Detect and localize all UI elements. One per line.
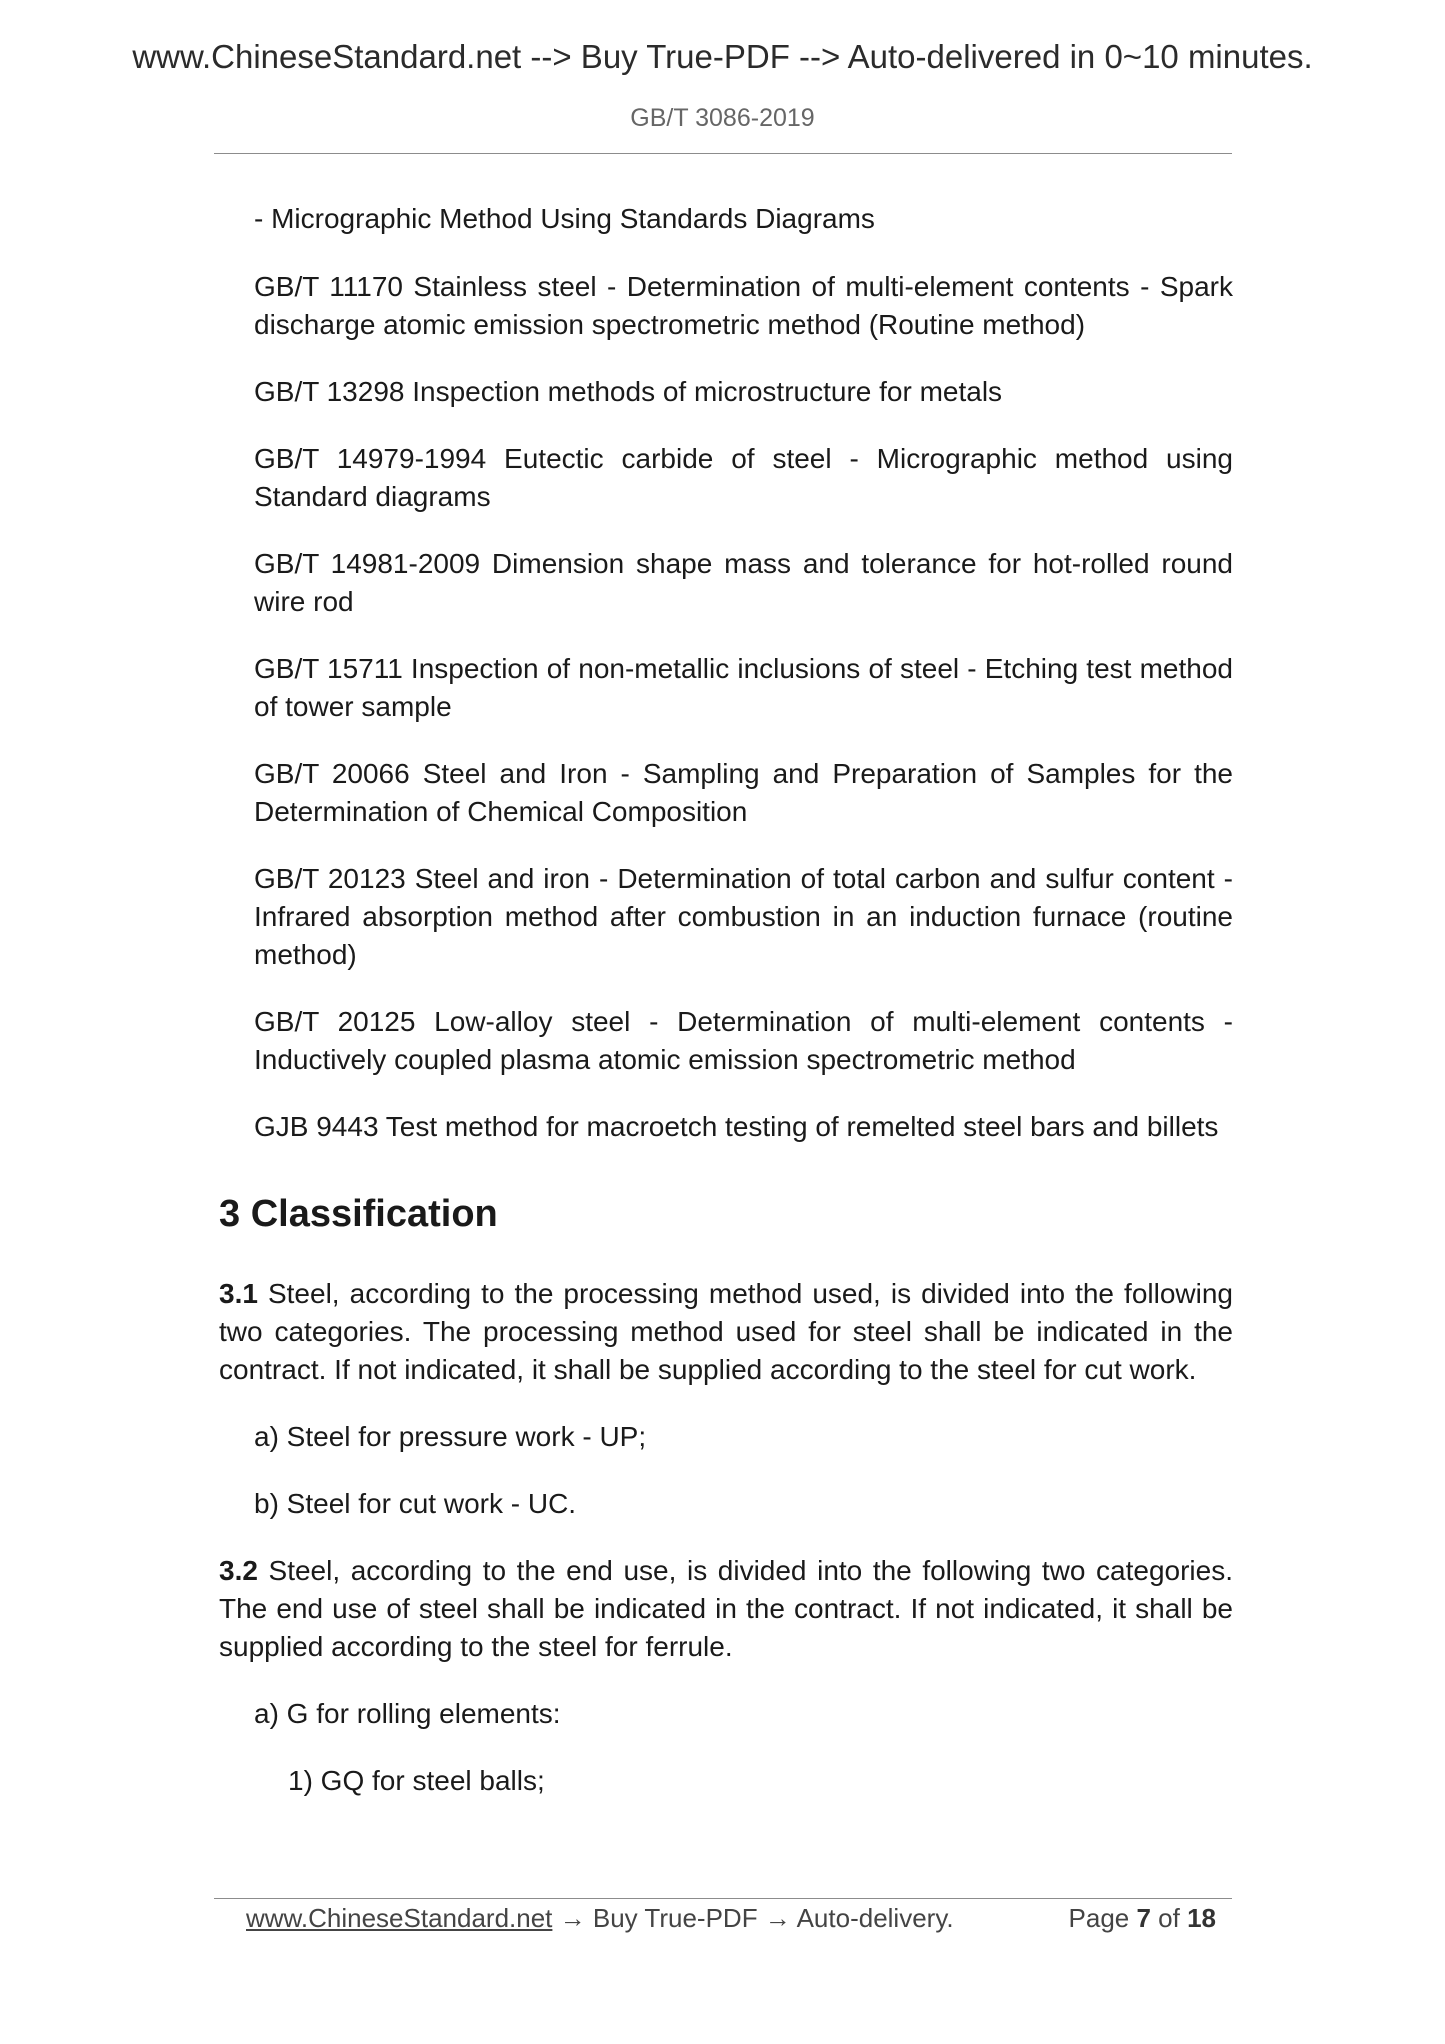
reference-item: GB/T 11170 Stainless steel - Determination of multi-element contents - Spark discharge atomic emission spectrometric method (Routine method) (254, 271, 1233, 340)
section-heading: 3 Classification (219, 1193, 498, 1235)
clause-text: Steel, according to the processing method used, is divided into the following two categories. The processing method used for steel shall be indicated in the contract. If not indicated, it shall be supplied according to the steel for cut work. (219, 1278, 1233, 1385)
site-link[interactable]: www.ChineseStandard.net (246, 1903, 553, 1933)
page-of: of (1150, 1903, 1188, 1933)
clause-text: Steel, according to the end use, is divided into the following two categories. The end use of steel shall be indicated in the contract. If not indicated, it shall be supplied according to the steel for ferrule. (219, 1555, 1233, 1662)
reference-item: GB/T 20125 Low-alloy steel - Determination of multi-element contents - Inductively coupled plasma atomic emission spectrometric method (254, 1006, 1233, 1075)
reference-item: GB/T 15711 Inspection of non-metallic inclusions of steel - Etching test method of tower sample (254, 653, 1233, 722)
reference-item: GB/T 20066 Steel and Iron - Sampling and Preparation of Samples for the Determination of Chemical Composition (254, 758, 1233, 827)
reference-item: GJB 9443 Test method for macroetch testing of remelted steel bars and billets (254, 1111, 1219, 1142)
footer-links (246, 1903, 954, 1934)
top-banner: www.ChineseStandard.net --> Buy True-PDF --> Auto-delivered in 0~10 minutes. (132, 38, 1313, 75)
page-total: 18 (1187, 1903, 1216, 1933)
arrow-right-icon: → (559, 1903, 586, 1933)
footer-divider (214, 1898, 1232, 1899)
reference-item: GB/T 20123 Steel and iron - Determination of total carbon and sulfur content - Infrared absorption method after combustion in an induction furnace (routine method) (254, 863, 1233, 970)
clause-number: 3.2 (219, 1555, 258, 1586)
header-divider (214, 153, 1232, 154)
reference-item: GB/T 14979-1994 Eutectic carbide of steel - Micrographic method using Standard diagrams (254, 443, 1233, 512)
arrow-right-icon: → (764, 1903, 791, 1933)
clause-3-2 (219, 1552, 1233, 1666)
standard-code: GB/T 3086-2019 (630, 104, 815, 132)
reference-item: GB/T 13298 Inspection methods of microstructure for metals (254, 376, 1003, 407)
page-label: Page (1068, 1903, 1137, 1933)
reference-item: - Micrographic Method Using Standards Diagrams (254, 203, 875, 234)
list-item: b) Steel for cut work - UC. (254, 1488, 577, 1519)
page-current: 7 (1136, 1903, 1151, 1933)
delivery-text: Auto-delivery. (790, 1903, 954, 1933)
document-body (219, 200, 1233, 1800)
list-item: a) Steel for pressure work - UP; (254, 1421, 647, 1452)
clause-number: 3.1 (219, 1278, 258, 1309)
clause-3-1 (219, 1275, 1233, 1389)
buy-text: Buy True-PDF (585, 1903, 765, 1933)
page-number (1069, 1903, 1216, 1934)
sub-list-item: 1) GQ for steel balls; (288, 1765, 545, 1796)
reference-item: GB/T 14981-2009 Dimension shape mass and tolerance for hot-rolled round wire rod (254, 548, 1233, 617)
list-item: a) G for rolling elements: (254, 1698, 561, 1729)
